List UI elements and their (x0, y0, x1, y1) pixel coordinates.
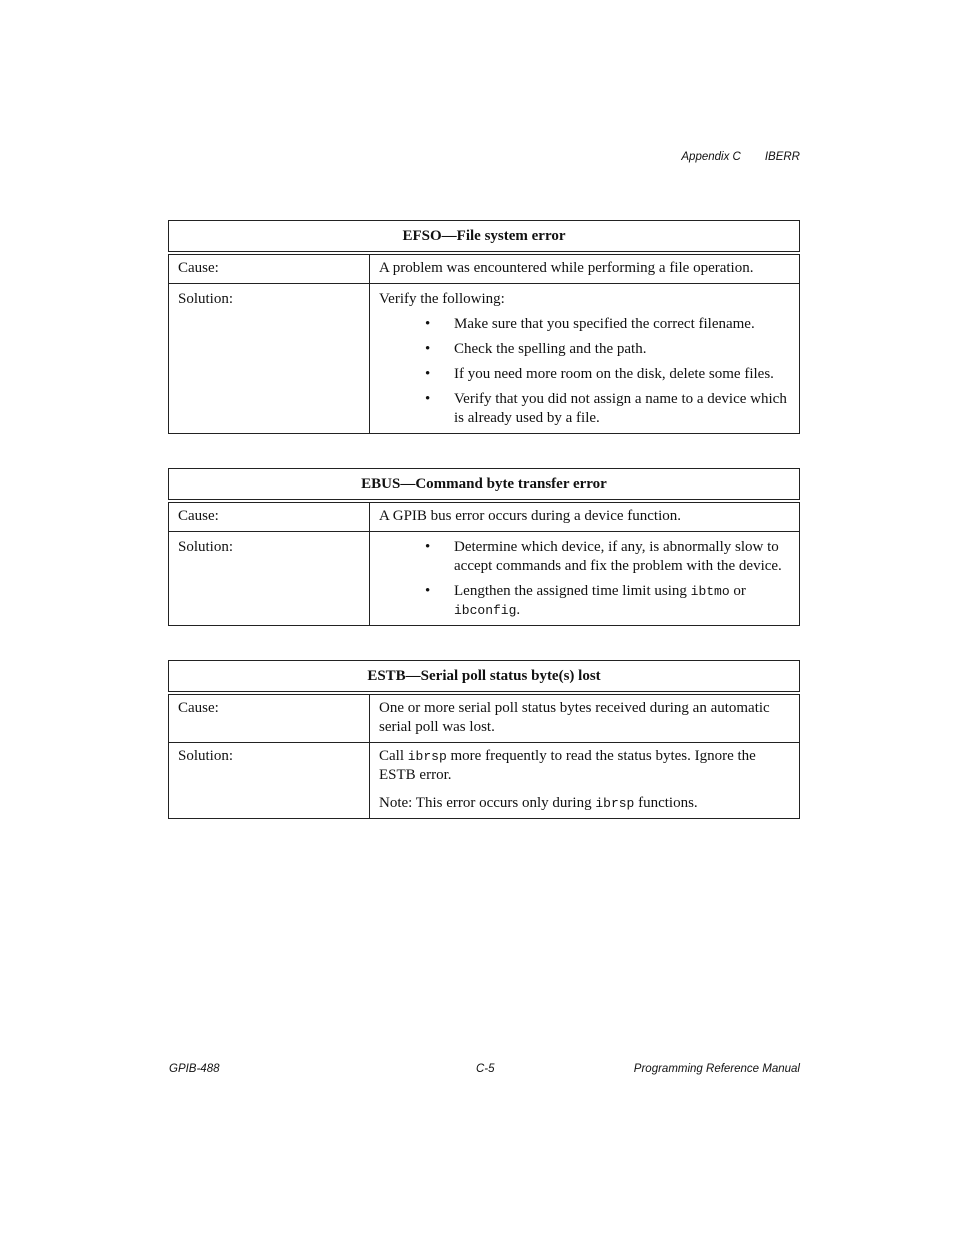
cause-row (169, 253, 800, 284)
cause-label: Cause: (169, 501, 370, 532)
footer-page-number: C-5 (476, 1063, 495, 1075)
header-section: Appendix C (681, 151, 741, 163)
list-item: • If you need more room on the disk, delete some files. (454, 365, 797, 384)
solution-row (169, 743, 800, 819)
code-ibrsp: ibrsp (595, 796, 635, 811)
cause-row (169, 693, 800, 743)
solution-intro: Verify the following: (379, 291, 505, 307)
cause-label: Cause: (169, 693, 370, 743)
solution-label: Solution: (169, 532, 370, 626)
estb-error-table (168, 660, 800, 819)
footer-manual-title: Programming Reference Manual (633, 1063, 800, 1075)
table-title: ESTB—Serial poll status byte(s) lost (169, 661, 800, 694)
solution-label: Solution: (169, 284, 370, 434)
solution-list (379, 538, 797, 620)
header-title: IBERR (764, 151, 800, 163)
solution-row (169, 284, 800, 434)
solution-cell (370, 532, 800, 626)
list-item: • Determine which device, if any, is abnormally slow to accept commands and fix the problem with the device. (454, 538, 797, 576)
solution-note: Note: This error occurs only during ibrsp functions. (379, 795, 698, 811)
solution-label: Solution: (169, 743, 370, 819)
code-ibconfig: ibconfig (454, 603, 517, 618)
cause-row (169, 501, 800, 532)
table-title: EFSO—File system error (169, 221, 800, 254)
list-item: • Check the spelling and the path. (454, 340, 797, 359)
efso-error-table (168, 220, 800, 434)
solution-cell (370, 743, 800, 819)
code-ibtmo: ibtmo (690, 584, 730, 599)
cause-text: A problem was encountered while performing a file operation. (370, 253, 800, 284)
cause-text: A GPIB bus error occurs during a device function. (370, 501, 800, 532)
code-ibrsp: ibrsp (407, 749, 447, 764)
running-header (681, 151, 800, 163)
solution-list (379, 315, 797, 428)
cause-text: One or more serial poll status bytes received during an automatic serial poll was lost. (370, 693, 800, 743)
footer-manual-id: GPIB-488 (169, 1063, 220, 1075)
solution-text: Call ibrsp more frequently to read the status bytes. Ignore the ESTB error. (379, 748, 756, 783)
list-item: • Verify that you did not assign a name to a device which is already used by a file. (454, 390, 797, 428)
solution-cell (370, 284, 800, 434)
list-item: • Make sure that you specified the correct filename. (454, 315, 797, 334)
cause-label: Cause: (169, 253, 370, 284)
list-item: • Lengthen the assigned time limit using ibtmo or ibconfig. (454, 582, 797, 620)
ebus-error-table (168, 468, 800, 626)
solution-row (169, 532, 800, 626)
table-title: EBUS—Command byte transfer error (169, 469, 800, 502)
